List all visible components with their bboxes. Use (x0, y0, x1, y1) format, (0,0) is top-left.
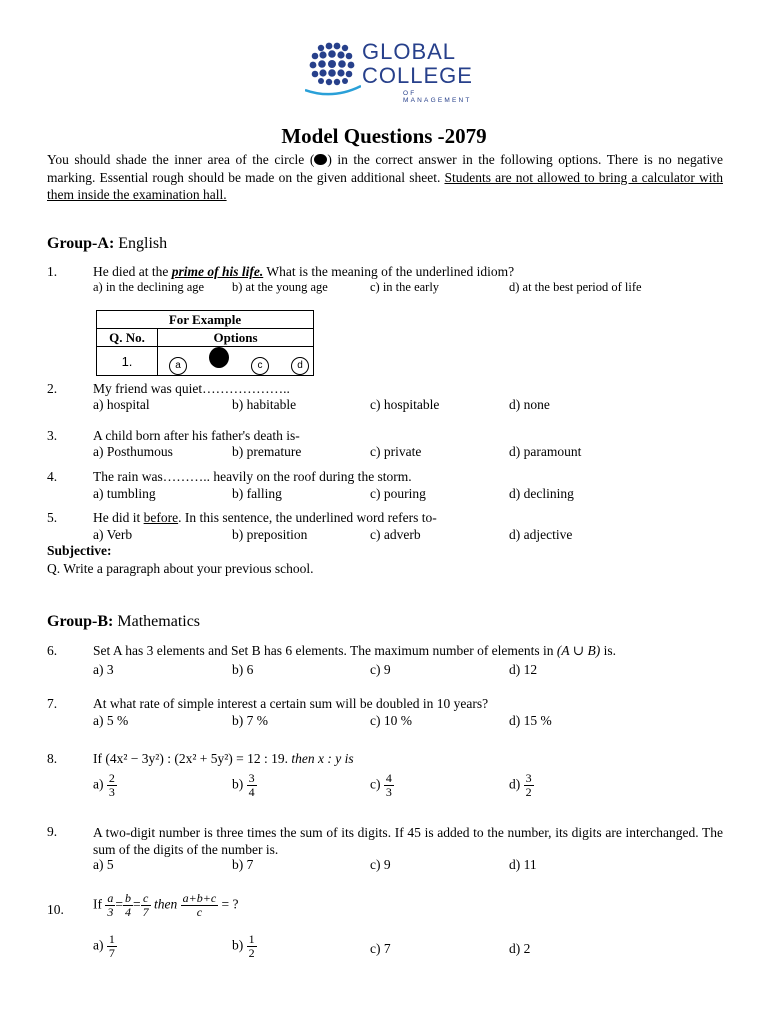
question-number: 6. (47, 643, 58, 658)
numerator: 2 (108, 771, 115, 785)
q8-if: If (93, 751, 102, 766)
option[interactable]: a) hospital (93, 397, 150, 412)
option[interactable]: a) in the declining age (93, 280, 205, 294)
q1-idiom: prime of his life. (171, 264, 264, 279)
numerator: b (125, 891, 131, 905)
question-text: The rain was……….. heavily on the roof during the storm. (93, 469, 412, 484)
q8-xy: x : y is (318, 751, 354, 766)
filled-circle-icon (314, 154, 327, 165)
question-number: 9. (47, 824, 58, 839)
group-a-subject: English (118, 235, 168, 252)
option[interactable]: d) 11 (509, 857, 537, 872)
denominator: 3 (385, 785, 392, 799)
denominator: 3 (108, 785, 115, 799)
option[interactable] (232, 933, 257, 960)
instructions-warning: Students are not allowed to bring a calculator with them inside the examination hall. (47, 169, 723, 202)
q1-pre: He died at the (93, 264, 172, 279)
option[interactable] (370, 772, 394, 799)
question-8-text (93, 751, 354, 767)
option[interactable]: b) 7 (232, 857, 254, 872)
logo-text-global: GLOBAL (362, 39, 457, 64)
q10-then: then (154, 896, 178, 912)
option[interactable]: b) preposition (232, 527, 308, 542)
instructions-text-1: You should shade the inner area of the circle ( (47, 152, 315, 167)
denominator: 4 (248, 785, 255, 799)
q1-post: What is the meaning of the underlined idiom? (263, 264, 515, 279)
option-circle-a[interactable]: a (169, 357, 187, 375)
q6-expr: (A ∪ B) (556, 643, 601, 658)
denominator: 3 (107, 905, 114, 919)
q5-pre: He did it (93, 510, 144, 525)
option[interactable]: c) hospitable (370, 397, 440, 412)
option-label: a) (93, 937, 104, 953)
question-number: 4. (47, 469, 58, 484)
question-number: 7. (47, 696, 58, 711)
question-number: 5. (47, 510, 58, 525)
denominator: 2 (248, 946, 255, 960)
option[interactable]: b) premature (232, 444, 302, 459)
option-circle-d[interactable]: d (291, 357, 309, 375)
denominator: 4 (125, 905, 131, 919)
numerator: c (141, 892, 151, 906)
option[interactable]: a) 5 % (93, 713, 129, 728)
option[interactable]: b) at the young age (232, 280, 328, 294)
q6-text: Set A has 3 elements and Set B has 6 elements. The maximum number of elements in (93, 643, 554, 658)
q10-if: If (93, 896, 102, 912)
option[interactable]: d) declining (509, 486, 574, 501)
option[interactable]: c) 10 % (370, 713, 412, 728)
question-text: A child born after his father's death is- (93, 428, 300, 443)
option[interactable]: a) Verb (93, 527, 133, 542)
option-label: a) (93, 776, 104, 792)
numerator: 1 (108, 932, 115, 946)
option[interactable]: c) 7 (370, 941, 391, 956)
example-col-qno: Q. No. (97, 329, 158, 347)
option[interactable] (509, 772, 534, 799)
option[interactable]: d) none (509, 397, 550, 412)
question-number: 1. (47, 264, 58, 279)
option[interactable]: d) at the best period of life (509, 280, 642, 294)
option[interactable]: c) pouring (370, 486, 426, 501)
numerator: a (107, 891, 114, 905)
instructions (47, 151, 723, 204)
option[interactable]: c) adverb (370, 527, 421, 542)
subjective-question: Q. Write a paragraph about your previous school. (47, 561, 314, 576)
example-answer-table (96, 310, 314, 376)
question-text: My friend was quiet……………….. (93, 381, 290, 396)
instructions-text-2: ) in the correct answer in the following options. There is no negative marking. Essential rough should be made on the given additional sheet. (47, 152, 723, 185)
group-a-label: Group-A: (47, 235, 115, 252)
option[interactable] (93, 772, 117, 799)
option-label: c) (370, 776, 381, 792)
q5-underlined: before (143, 510, 179, 525)
example-col-options: Options (158, 329, 314, 347)
numerator: 3 (525, 771, 532, 785)
option[interactable] (232, 772, 257, 799)
denominator: 7 (142, 905, 149, 919)
option-circle-c[interactable]: c (251, 357, 269, 375)
logo-text-college: COLLEGE (362, 63, 473, 88)
numerator: 4 (385, 771, 392, 785)
option[interactable]: b) 6 (232, 662, 254, 677)
question-1-text (93, 264, 514, 280)
subjective-label: Subjective: (47, 543, 112, 558)
question-number: 8. (47, 751, 58, 766)
q10-end: = ? (221, 896, 239, 912)
example-qno: 1. (97, 347, 158, 376)
page-title: Model Questions -2079 (281, 124, 487, 148)
question-text: A two-digit number is three times the sum of its digits. If 45 is added to the number, its digits are interchanged. The sum of the digits of the number is. (93, 825, 723, 857)
option[interactable]: a) 5 (93, 857, 114, 872)
option[interactable]: b) falling (232, 486, 282, 501)
question-5-text (93, 510, 437, 526)
numerator: 3 (248, 771, 255, 785)
question-10-text: If $\frac{a}{3}$ = $\frac{b}{4}$ = $\frac{c}{7}$ then $\frac{a+b+c}{c}$ = ? (93, 891, 239, 919)
group-b-heading (47, 613, 200, 631)
q8-then: then (291, 751, 315, 766)
group-b-label: Group-B: (47, 613, 114, 630)
option-circle-b-filled[interactable] (209, 347, 229, 368)
denominator: 7 (108, 946, 115, 960)
option-label: d) (509, 776, 521, 792)
denominator: c (196, 905, 203, 919)
question-text: At what rate of simple interest a certain sum will be doubled in 10 years? (93, 696, 489, 711)
option[interactable]: d) 2 (509, 941, 531, 956)
example-header: For Example (97, 311, 314, 329)
option[interactable]: c) in the early (370, 280, 440, 294)
option[interactable]: a) tumbling (93, 486, 156, 501)
logo-text-management: OF MANAGEMENT (403, 90, 472, 104)
numerator: 1 (248, 932, 255, 946)
option-label: b) (232, 937, 244, 953)
group-a-heading (47, 235, 167, 253)
group-b-subject: Mathematics (117, 613, 201, 630)
question-number: 2. (47, 381, 58, 396)
denominator: 2 (525, 785, 532, 799)
question-number: 10. (47, 902, 64, 917)
question-6-text (93, 643, 616, 659)
option[interactable]: d) 12 (509, 662, 538, 677)
option[interactable]: b) habitable (232, 397, 297, 412)
q6-end: is. (600, 643, 616, 658)
q8-expr: (4x² − 3y²) : (2x² + 5y²) = 12 : 19. (105, 751, 289, 766)
option[interactable]: c) 9 (370, 857, 391, 872)
option[interactable]: a) 3 (93, 662, 114, 677)
question-number: 3. (47, 428, 58, 443)
option[interactable]: d) paramount (509, 444, 582, 459)
option[interactable]: a) Posthumous (93, 444, 173, 459)
option[interactable]: d) 15 % (509, 713, 552, 728)
globe-dots-icon (305, 40, 361, 102)
option[interactable]: c) 9 (370, 662, 391, 677)
option[interactable]: d) adjective (509, 527, 573, 542)
numerator: a+b+c (182, 891, 217, 905)
option-label: b) (232, 776, 244, 792)
college-logo (305, 40, 485, 102)
option[interactable] (93, 933, 117, 960)
option[interactable]: c) private (370, 444, 422, 459)
example-options (158, 347, 314, 376)
q5-post: . In this sentence, the underlined word refers to- (178, 510, 437, 525)
option[interactable]: b) 7 % (232, 713, 268, 728)
